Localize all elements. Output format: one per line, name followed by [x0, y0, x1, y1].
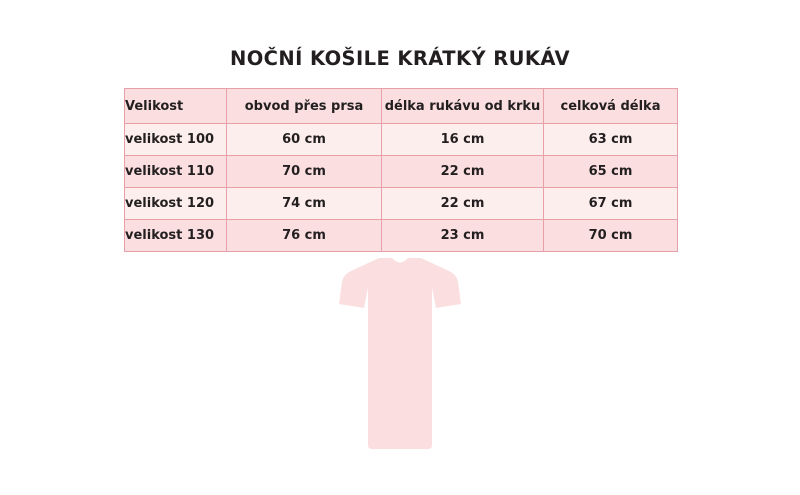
cell-chest: 74 cm [227, 188, 382, 220]
column-header-chest: obvod přes prsa [227, 89, 382, 124]
nightgown-illustration [330, 255, 470, 455]
nightgown-short-sleeve-icon [330, 255, 470, 455]
cell-size: velikost 130 [125, 220, 227, 252]
cell-chest: 60 cm [227, 124, 382, 156]
table-body [125, 124, 678, 252]
cell-sleeve: 22 cm [382, 188, 544, 220]
cell-sleeve: 16 cm [382, 124, 544, 156]
table-row [125, 188, 678, 220]
table-row [125, 220, 678, 252]
column-header-sleeve: délka rukávu od krku [382, 89, 544, 124]
page-title: NOČNÍ KOŠILE KRÁTKÝ RUKÁV [229, 47, 571, 70]
cell-total-length: 67 cm [544, 188, 678, 220]
table-row [125, 156, 678, 188]
cell-sleeve: 22 cm [382, 156, 544, 188]
cell-size: velikost 110 [125, 156, 227, 188]
table-header [125, 89, 678, 124]
cell-total-length: 65 cm [544, 156, 678, 188]
table-header-row [125, 89, 678, 124]
cell-size: velikost 100 [125, 124, 227, 156]
cell-total-length: 70 cm [544, 220, 678, 252]
table-row [125, 124, 678, 156]
cell-total-length: 63 cm [544, 124, 678, 156]
cell-size: velikost 120 [125, 188, 227, 220]
column-header-total-length: celková délka [544, 89, 678, 124]
cell-chest: 76 cm [227, 220, 382, 252]
cell-sleeve: 23 cm [382, 220, 544, 252]
size-table [124, 88, 678, 252]
cell-chest: 70 cm [227, 156, 382, 188]
column-header-size: Velikost [125, 89, 227, 124]
